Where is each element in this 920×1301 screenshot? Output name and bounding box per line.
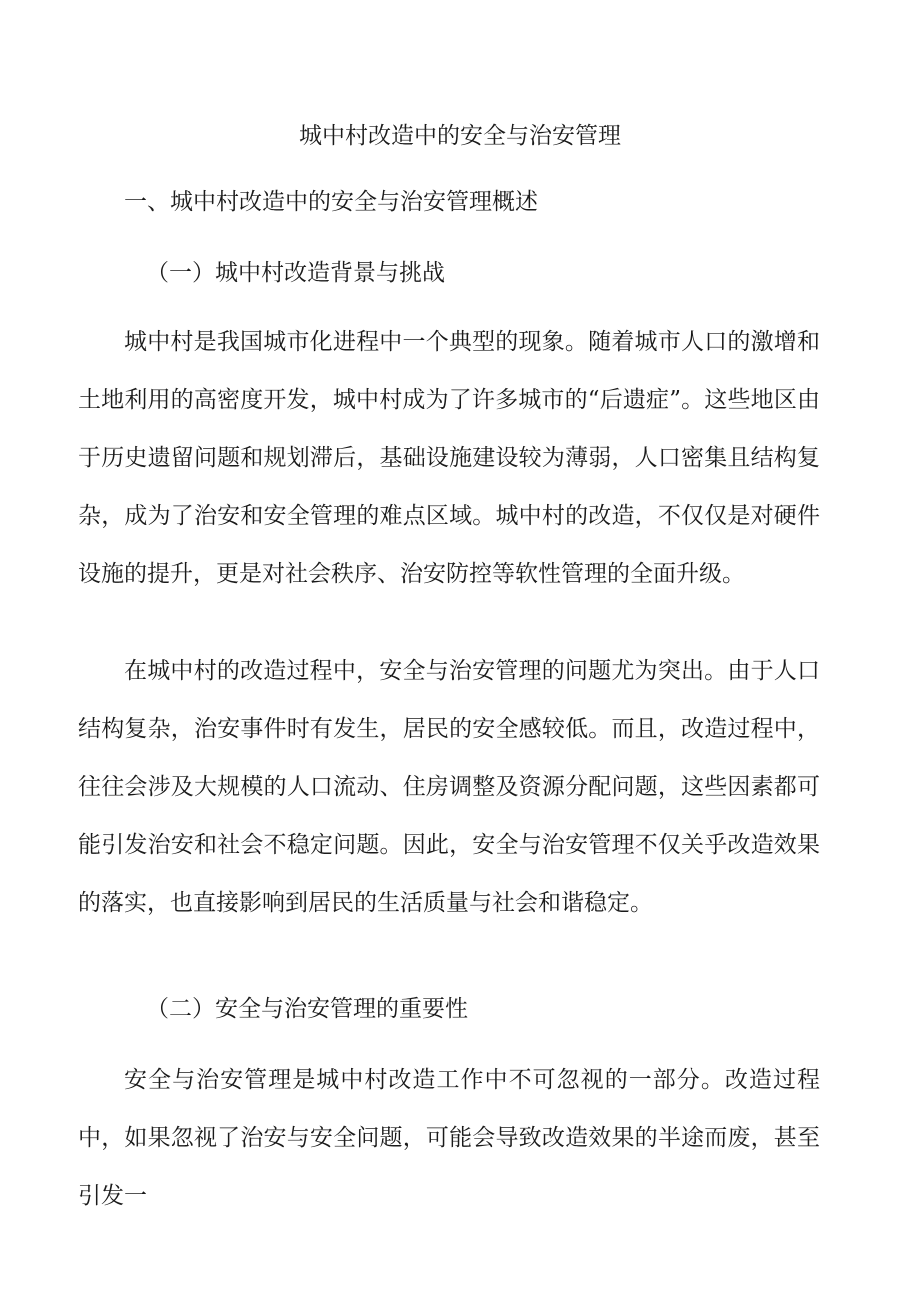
paragraph-3: 安全与治安管理是城中村改造工作中不可忽视的一部分。改造过程中，如果忽视了治安与安全问题，可能会导致改造效果的半途而废，甚至引发一 bbox=[78, 1067, 820, 1209]
document-title: 城中村改造中的安全与治安管理 bbox=[299, 123, 621, 149]
subsection-heading-1: （一）城中村改造背景与挑战 bbox=[146, 260, 445, 286]
paragraph-1: 城中村是我国城市化进程中一个典型的现象。随着城市人口的激增和土地利用的高密度开发，城中村成为了许多城市的“后遗症”。这些地区由于历史遗留问题和规划滞后，基础设施建设较为薄弱，人口密集且结构复杂，成为了治安和安全管理的难点区域。城中村的改造，不仅仅是对硬件设施的提升，更是对社会秩序、治安防控等软性管理的全面升级。 bbox=[78, 329, 820, 587]
section-heading-1: 一、城中村改造中的安全与治安管理概述 bbox=[124, 189, 538, 215]
paragraph-2: 在城中村的改造过程中，安全与治安管理的问题尤为突出。由于人口结构复杂，治安事件时有发生，居民的安全感较低。而且，改造过程中，往往会涉及大规模的人口流动、住房调整及资源分配问题，这些因素都可能引发治安和社会不稳定问题。因此，安全与治安管理不仅关乎改造效果的落实，也直接影响到居民的生活质量与社会和谐稳定。 bbox=[78, 658, 820, 916]
subsection-heading-2: （二）安全与治安管理的重要性 bbox=[146, 996, 468, 1022]
